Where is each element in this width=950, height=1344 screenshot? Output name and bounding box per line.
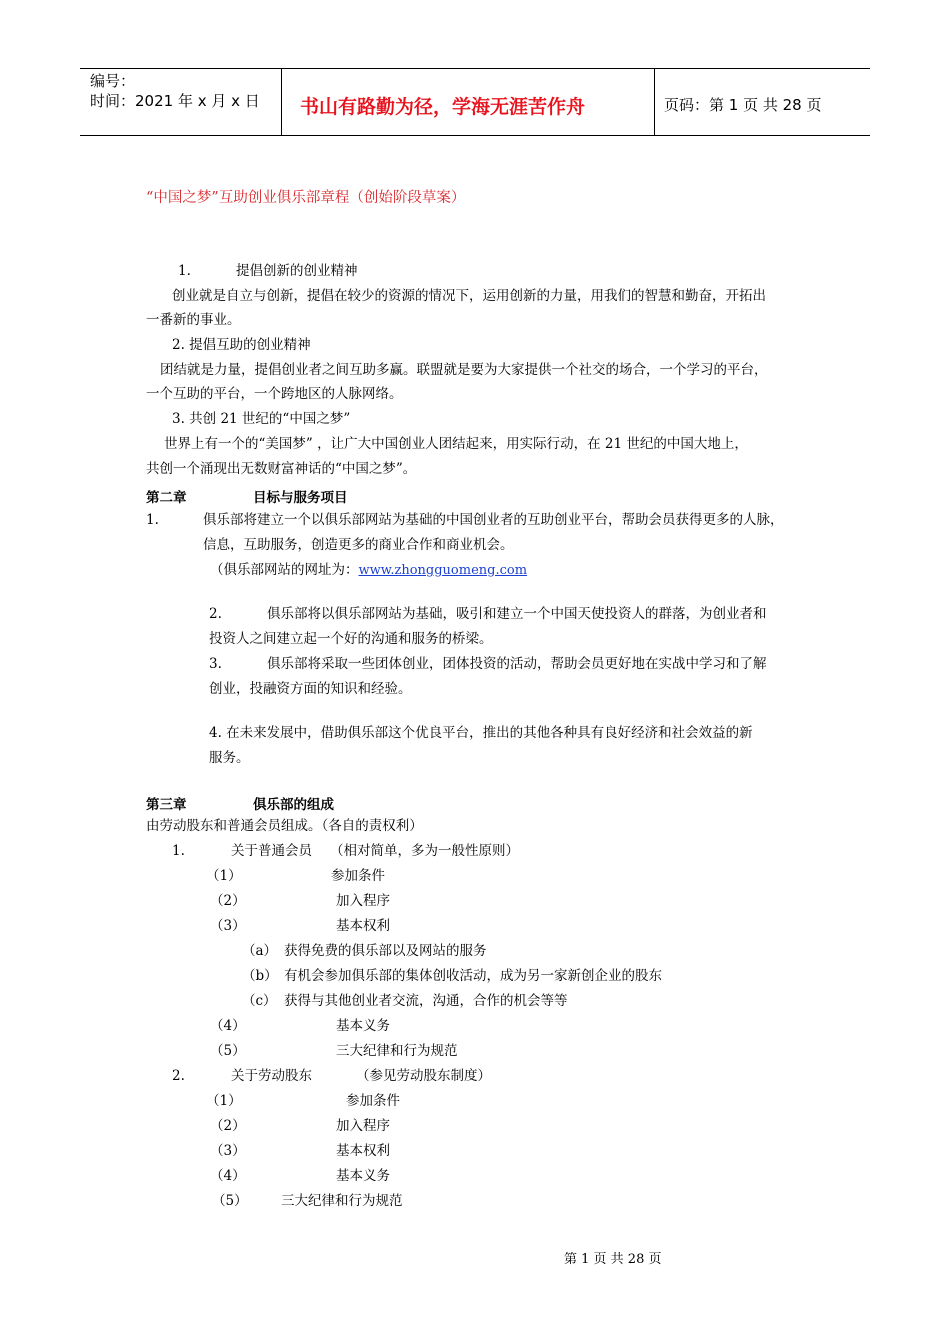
group1-item-5-text: 三大纪律和行为规范 (336, 1043, 458, 1059)
group2-item-2-text: 加入程序 (336, 1118, 390, 1134)
group2-note: （参见劳动股东制度） (356, 1068, 491, 1084)
group1-item-2-text: 加入程序 (336, 893, 390, 909)
chapter2-item3-line2: 创业，投融资方面的知识和经验。 (209, 681, 412, 697)
chapter2-item2-line2: 投资人之间建立起一个好的沟通和服务的桥梁。 (209, 631, 493, 647)
website-link[interactable]: www.zhongguomeng.com (358, 563, 528, 578)
group1-note: （相对简单，多为一般性原则） (330, 843, 519, 859)
page-info: 页码：第 1 页 共 28 页 (664, 96, 822, 114)
chapter2-item1-number: 1. (146, 512, 159, 528)
chapter2-item3-number: 3. (209, 656, 222, 672)
group1-sub-b-text: 有机会参加俱乐部的集体创收活动，成为另一家新创企业的股东 (284, 968, 662, 984)
chapter2-item2-line1: 俱乐部将以俱乐部网站为基础，吸引和建立一个中国天使投资人的群落，为创业者和 (267, 606, 767, 622)
group2-item-5-num: （5） (212, 1193, 248, 1209)
group2-item-4-text: 基本义务 (336, 1168, 390, 1184)
group1-sub-c-num: （c） (242, 993, 277, 1009)
group2-item-4-num: （4） (210, 1168, 246, 1184)
header-bottom-rule (80, 135, 870, 136)
group1-item-1-text: 参加条件 (331, 868, 385, 884)
group1-title: 关于普通会员 (231, 843, 312, 859)
group1-sub-c-text: 获得与其他创业者交流，沟通，合作的机会等等 (284, 993, 568, 1009)
chapter2-item3-line1: 俱乐部将采取一些团体创业，团体投资的活动，帮助会员更好地在实战中学习和了解 (267, 656, 767, 672)
section3-para-line1: 世界上有一个的“美国梦” ，让广大中国创业人团结起来，用实际行动，在 21 世纪的中国大地上， (164, 436, 748, 452)
group2-item-1-text: 参加条件 (346, 1093, 400, 1109)
website-line (210, 562, 527, 579)
chapter2-title: 目标与服务项目 (253, 490, 348, 506)
group2-item-2-num: （2） (210, 1118, 246, 1134)
section2-para-line2: 一个互助的平台，一个跨地区的人脉网络。 (146, 386, 403, 402)
group2-item-1-num: （1） (206, 1093, 242, 1109)
serial-label: 编号： (90, 72, 136, 90)
group1-number: 1. (172, 843, 185, 859)
group1-sub-b-num: （b） (242, 968, 278, 984)
section3-heading: 3. 共创 21 世纪的“中国之梦” (172, 411, 351, 427)
section1-heading: 提倡创新的创业精神 (236, 263, 358, 279)
chapter3-title: 俱乐部的组成 (253, 797, 334, 813)
group2-item-3-num: （3） (210, 1143, 246, 1159)
group1-item-4-text: 基本义务 (336, 1018, 390, 1034)
group1-sub-a-num: （a） (242, 943, 278, 959)
group1-item-1-num: （1） (206, 868, 242, 884)
group2-number: 2. (172, 1068, 185, 1084)
group2-item-3-text: 基本权利 (336, 1143, 390, 1159)
group1-item-3-text: 基本权利 (336, 918, 390, 934)
group1-item-5-num: （5） (210, 1043, 246, 1059)
header-top-rule (80, 68, 870, 69)
group1-item-3-num: （3） (210, 918, 246, 934)
chapter2-label: 第二章 (146, 490, 187, 506)
section1-number: 1. (178, 263, 191, 279)
group2-title: 关于劳动股东 (231, 1068, 312, 1084)
group1-item-2-num: （2） (210, 893, 246, 909)
section2-para-line1: 团结就是力量，提倡创业者之间互助多赢。联盟就是要为大家提供一个社交的场合，一个学习的平台， (160, 362, 768, 378)
chapter2-item2-number: 2. (209, 606, 222, 622)
group1-sub-a-text: 获得免费的俱乐部以及网站的服务 (284, 943, 487, 959)
section1-para-line2: 一番新的事业。 (146, 312, 241, 328)
chapter3-intro: 由劳动股东和普通会员组成。（各自的责权利） (146, 818, 423, 834)
website-prefix: （俱乐部网站的网址为： (210, 562, 359, 578)
document-title: “中国之梦”互助创业俱乐部章程（创始阶段草案） (146, 190, 466, 206)
chapter2-item1-line1: 俱乐部将建立一个以俱乐部网站为基础的中国创业者的互助创业平台，帮助会员获得更多的人脉， (203, 512, 784, 528)
page-footer: 第 1 页 共 28 页 (564, 1252, 662, 1267)
header-divider-left (281, 68, 282, 135)
chapter3-label: 第三章 (146, 797, 187, 813)
date-label: 时间：2021 年 x 月 x 日 (90, 92, 260, 110)
header-motto: 书山有路勤为径，学海无涯苦作舟 (300, 96, 586, 118)
header-divider-right (654, 68, 655, 135)
section2-heading: 2. 提倡互助的创业精神 (172, 337, 311, 353)
group1-item-4-num: （4） (210, 1018, 246, 1034)
section1-para-line1: 创业就是自立与创新，提倡在较少的资源的情况下，运用创新的力量，用我们的智慧和勤奋，开拓出 (172, 288, 766, 304)
chapter2-item1-line2: 信息，互助服务，创造更多的商业合作和商业机会。 (203, 537, 514, 553)
section3-para-line2: 共创一个涌现出无数财富神话的“中国之梦”。 (146, 461, 417, 477)
chapter2-item4-line1: 4. 在未来发展中，借助俱乐部这个优良平台，推出的其他各种具有良好经济和社会效益的新 (209, 725, 753, 741)
chapter2-item4-line2: 服务。 (209, 750, 250, 766)
group2-item-5-text: 三大纪律和行为规范 (281, 1193, 403, 1209)
